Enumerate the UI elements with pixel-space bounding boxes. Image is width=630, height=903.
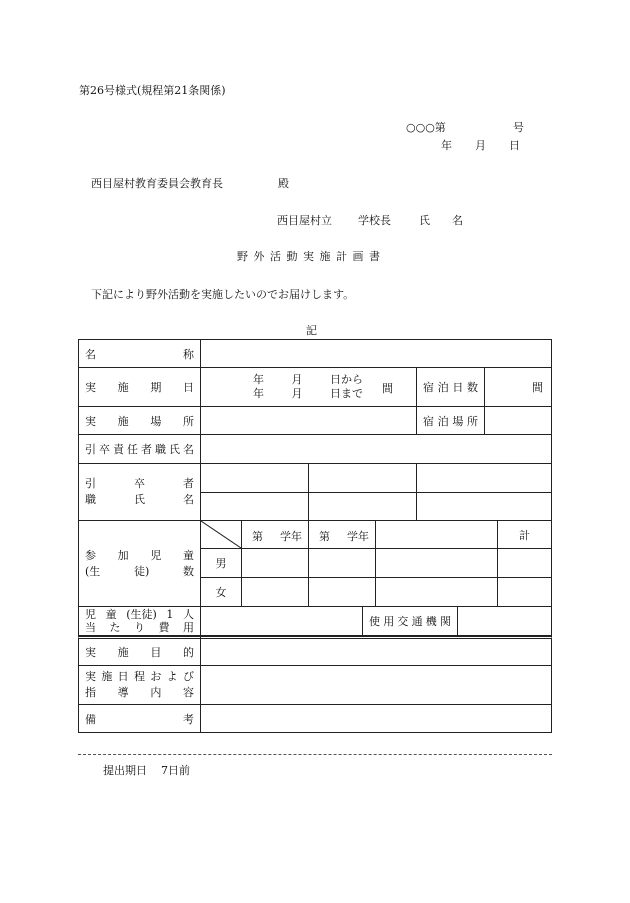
doc-number-suffix: 号 xyxy=(513,121,524,134)
date-day: 日 xyxy=(509,139,520,152)
place-label: 実 施 場 所 xyxy=(85,414,194,428)
grade-header-cell[interactable] xyxy=(375,520,498,549)
count-cell[interactable] xyxy=(497,577,552,607)
diagonal-header-cell xyxy=(200,520,242,549)
purpose-value-cell[interactable] xyxy=(200,636,552,666)
deadline-value: 7日前 xyxy=(161,764,190,777)
period-from: 年 月 日から xyxy=(253,373,363,386)
cost-value-cell[interactable] xyxy=(200,606,363,636)
stay-days-value-cell[interactable] xyxy=(484,367,552,407)
sender-name-label: 氏 名 xyxy=(419,214,463,227)
name-label-cell xyxy=(78,339,201,368)
school-suffix: 学校長 xyxy=(358,214,391,227)
female-label-cell xyxy=(200,577,242,607)
count-cell[interactable] xyxy=(375,548,498,578)
escort-label-cell xyxy=(78,463,201,521)
transport-label-cell xyxy=(362,606,458,636)
dashed-divider xyxy=(78,754,552,755)
grade-suffix: 学年 xyxy=(347,530,369,543)
school-prefix: 西目屋村立 xyxy=(277,214,332,227)
stay-days-label-cell xyxy=(416,367,485,407)
male-label: 男 xyxy=(215,557,227,570)
stay-place-label-cell xyxy=(416,406,485,435)
count-cell[interactable] xyxy=(375,577,498,607)
escort-cell[interactable] xyxy=(200,492,309,521)
purpose-label-cell xyxy=(78,636,201,666)
period-to: 年 月 日まで xyxy=(253,387,363,400)
period-value-cell[interactable] xyxy=(200,367,417,407)
place-label-cell xyxy=(78,406,201,435)
schedule-label-cell xyxy=(78,665,201,705)
female-label: 女 xyxy=(215,586,227,599)
schedule-label: 実 施 日 程 お よ び 指 導 内 容 xyxy=(85,670,194,699)
leader-value-cell[interactable] xyxy=(200,434,552,464)
place-value-cell[interactable] xyxy=(200,406,417,435)
participants-label-cell xyxy=(78,520,201,607)
transport-label: 使 用 交 通 機 関 xyxy=(369,615,451,628)
name-value-cell[interactable] xyxy=(200,339,552,368)
escort-label: 引 卒 者 職 氏 名 xyxy=(85,477,194,506)
period-label: 実 施 期 日 xyxy=(85,381,194,394)
leader-label-cell xyxy=(78,434,201,464)
escort-cell[interactable] xyxy=(416,492,552,521)
cost-label: 児 童 (生徒) 1 人 当 た り 費 用 xyxy=(85,608,194,634)
period-unit: 間 xyxy=(382,382,393,395)
participants-label: 参 加 児 童 (生 徒) 数 xyxy=(85,548,194,578)
grade-prefix: 第 xyxy=(319,530,330,543)
total-label: 計 xyxy=(519,528,530,542)
escort-cell[interactable] xyxy=(416,463,552,493)
count-cell[interactable] xyxy=(308,548,376,578)
grade-header-cell xyxy=(308,520,376,549)
transport-value-cell[interactable] xyxy=(457,606,552,636)
schedule-value-cell[interactable] xyxy=(200,665,552,705)
period-label-cell xyxy=(78,367,201,407)
date-year: 年 xyxy=(441,139,452,152)
deadline-label: 提出期日 xyxy=(103,764,147,777)
diagonal-line xyxy=(201,521,241,548)
remarks-label-cell xyxy=(78,704,201,733)
count-cell[interactable] xyxy=(241,548,309,578)
escort-cell[interactable] xyxy=(308,463,417,493)
document-title: 野 外 活 動 実 施 計 画 書 xyxy=(237,250,381,263)
ki-mark: 記 xyxy=(306,324,317,337)
stay-place-label: 宿 泊 場 所 xyxy=(423,414,478,428)
date-line xyxy=(441,137,520,153)
form-number: 第26号様式(規程第21条関係) xyxy=(79,84,226,97)
grade-header-cell xyxy=(241,520,309,549)
escort-cell[interactable] xyxy=(308,492,417,521)
stay-place-value-cell[interactable] xyxy=(484,406,552,435)
intro-text: 下記により野外活動を実施したいのでお届けします。 xyxy=(91,288,355,301)
stay-days-unit: 間 xyxy=(532,381,543,394)
remarks-label: 備 考 xyxy=(85,712,194,726)
addressee-name: 西目屋村教育委員会教育長 xyxy=(91,177,223,190)
total-header-cell xyxy=(497,520,552,549)
grade-suffix: 学年 xyxy=(280,530,302,543)
remarks-value-cell[interactable] xyxy=(200,704,552,733)
male-label-cell xyxy=(200,548,242,578)
doc-number-prefix: ○○○第 xyxy=(406,121,446,134)
cost-label-cell xyxy=(78,606,201,636)
leader-label: 引 卒 責 任 者 職 氏 名 xyxy=(85,443,194,456)
period-dates xyxy=(253,373,363,401)
count-cell[interactable] xyxy=(497,548,552,578)
count-cell[interactable] xyxy=(308,577,376,607)
name-label: 名 称 xyxy=(85,347,194,361)
stay-days-label: 宿 泊 日 数 xyxy=(423,381,478,394)
date-month: 月 xyxy=(475,139,486,152)
addressee-honorific: 殿 xyxy=(278,177,289,190)
count-cell[interactable] xyxy=(241,577,309,607)
purpose-label: 実 施 目 的 xyxy=(85,646,194,659)
escort-cell[interactable] xyxy=(200,463,309,493)
grade-prefix: 第 xyxy=(252,530,263,543)
